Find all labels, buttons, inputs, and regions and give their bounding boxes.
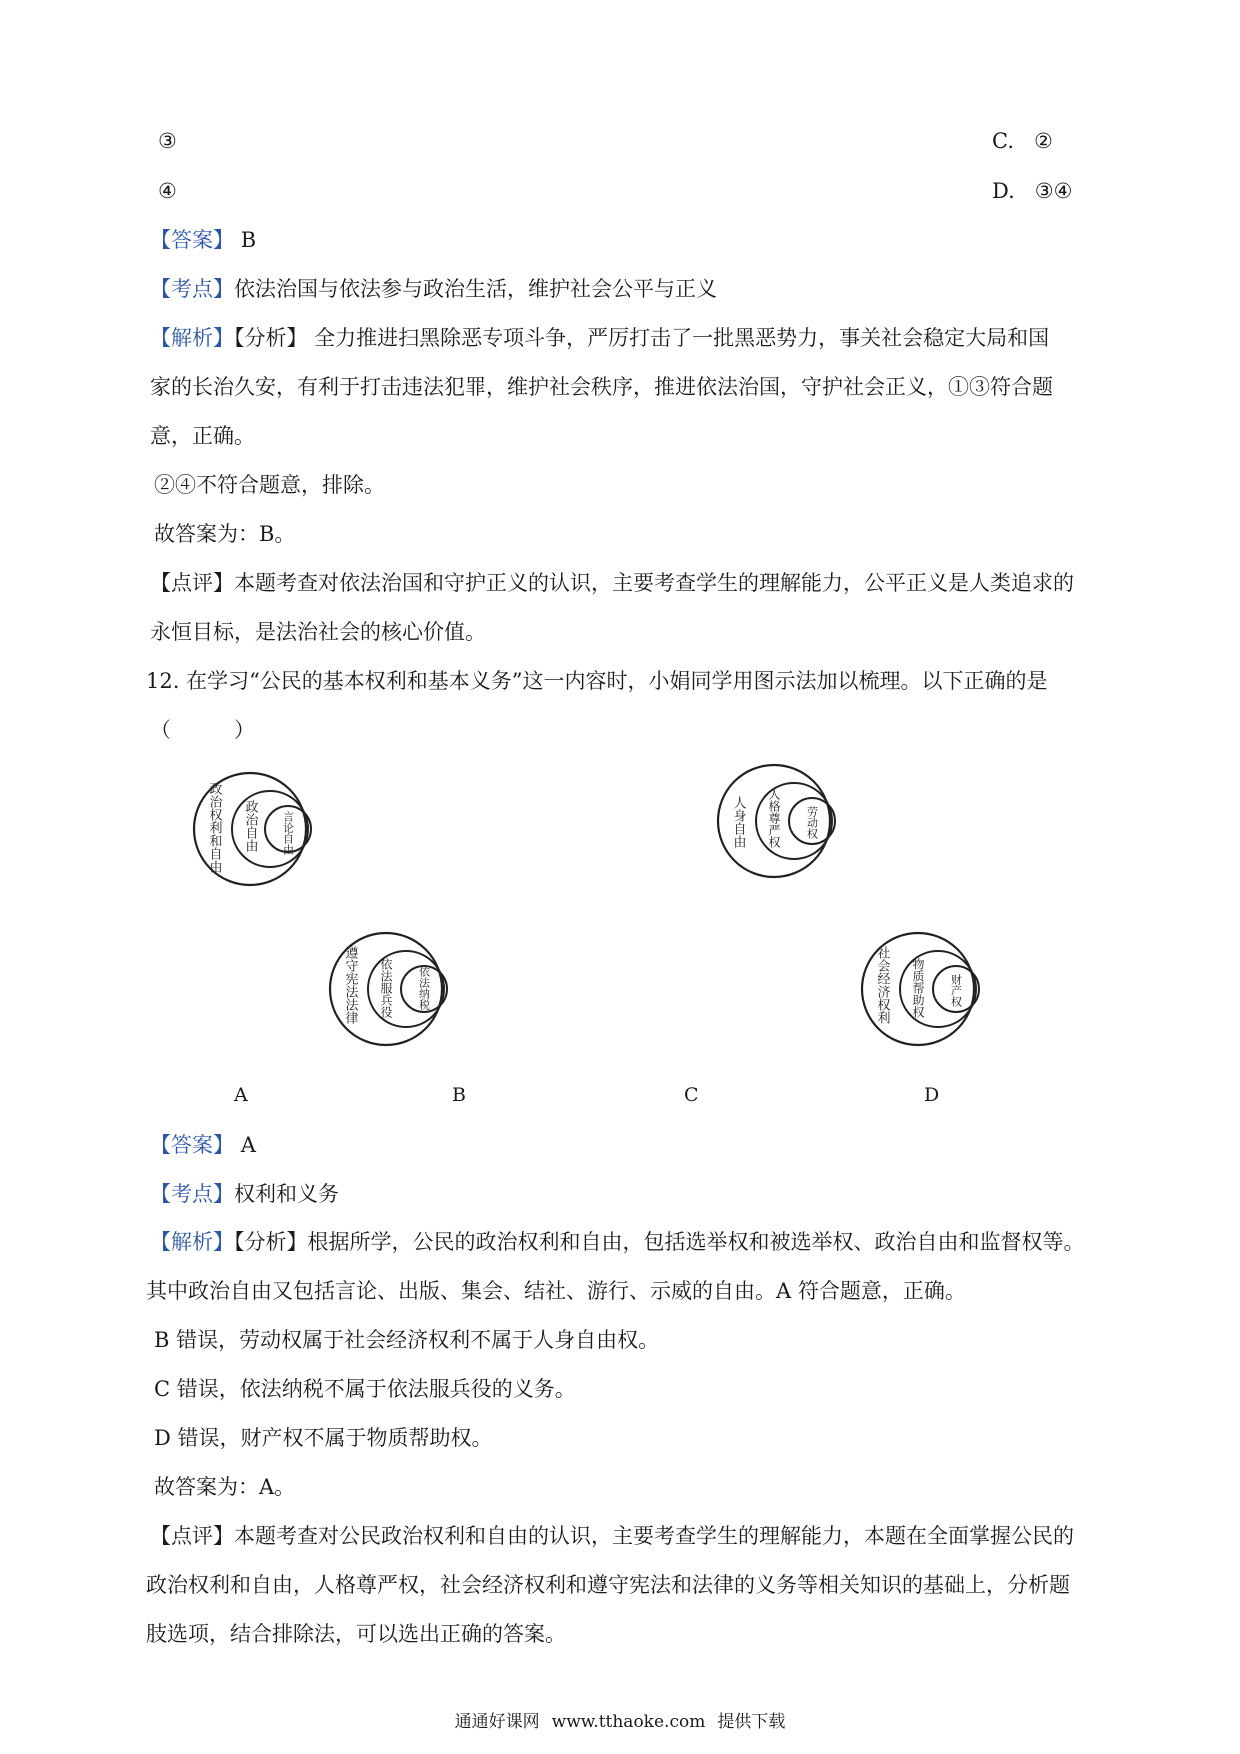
figure-b-middle-label: 人格尊严权 <box>767 788 781 848</box>
option-left-3: ③ <box>158 129 177 153</box>
comment-12-line-2: 政治权利和自由，人格尊严权，社会经济权利和遵守宪法和法律的义务等相关知识的基础上，分析题 <box>146 1573 1070 1597</box>
analysis-12-line-6: 故答案为：A。 <box>154 1475 296 1499</box>
figure-a-outer-label: 政治权利和自由 <box>206 782 222 873</box>
analysis-line-2: 家的长治久安，有利于打击违法犯罪，维护社会秩序，推进依法治国，守护社会正义，①③符合题 <box>150 375 1053 399</box>
option-d <box>992 177 1072 205</box>
comment-line-2: 永恒目标，是法治社会的核心价值。 <box>150 620 486 644</box>
option-letter: D. <box>992 179 1015 203</box>
comment-line-1: 【点评】本题考查对依法治国和守护正义的认识，主要考查学生的理解能力，公平正义是人类追求的 <box>150 571 1074 595</box>
analysis-12-line-5: D 错误，财产权不属于物质帮助权。 <box>154 1426 493 1450</box>
option-letter: C. <box>992 129 1014 153</box>
question-stem-1: 12. 在学习“公民的基本权利和基本义务”这一内容时，小娟同学用图示法加以梳理。以下正确的是 <box>146 669 1048 693</box>
page-footer <box>0 1707 1240 1732</box>
option-value: ③④ <box>1034 179 1073 203</box>
figure-b-outer-label: 人身自由 <box>730 796 746 848</box>
figure-c <box>320 922 480 1058</box>
topic-value: 依法治国与依法参与政治生活，维护社会公平与正义 <box>234 277 717 301</box>
answer-label: 【答案】 <box>150 1133 234 1157</box>
analysis-12-line-1 <box>150 1228 1085 1256</box>
topic-line <box>150 275 717 303</box>
figure-c-inner-label: 依法纳税 <box>417 966 431 1010</box>
footer-suffix: 提供下载 <box>717 1712 786 1732</box>
answer-label: 【答案】 <box>150 228 234 252</box>
analysis-12-line-2: 其中政治自由又包括言论、出版、集会、结社、游行、示威的自由。A 符合题意，正确。 <box>146 1279 966 1303</box>
analysis-12-line-4: C 错误，依法纳税不属于依法服兵役的义务。 <box>154 1377 576 1401</box>
analysis-label: 【解析】 <box>150 326 234 350</box>
comment-12-line-3: 肢选项，结合排除法，可以选出正确的答案。 <box>146 1622 566 1646</box>
analysis-line-5: 故答案为：B。 <box>154 522 296 546</box>
topic-label: 【考点】 <box>150 277 234 301</box>
option-left-4: ④ <box>158 179 177 203</box>
answer-line-12 <box>150 1131 256 1159</box>
figure-a-middle-label: 政治自由 <box>242 800 258 852</box>
topic-line-12 <box>150 1180 339 1208</box>
caption-b: B <box>452 1084 466 1106</box>
answer-value: B <box>240 228 257 252</box>
analysis-line-3: 意，正确。 <box>150 424 255 448</box>
analysis-text: 【分析】 全力推进扫黑除恶专项斗争，严厉打击了一批黑恶势力，事关社会稳定大局和国 <box>234 326 1050 350</box>
figure-d-middle-label: 物质帮助权 <box>911 958 925 1018</box>
answer-value: A <box>240 1133 256 1157</box>
caption-c: C <box>684 1084 699 1106</box>
footer-site-name: 通通好课网 <box>454 1712 540 1732</box>
caption-d: D <box>924 1084 940 1106</box>
analysis-line-4: ②④不符合题意，排除。 <box>154 473 385 497</box>
figure-d <box>852 922 1012 1058</box>
footer-url[interactable]: www.tthaoke.com <box>551 1712 706 1732</box>
caption-a: A <box>234 1084 248 1106</box>
option-c <box>992 127 1053 155</box>
figure-b-inner-label: 劳动权 <box>805 806 819 839</box>
figure-c-outer-label: 遵守宪法法律 <box>342 946 358 1024</box>
figure-d-inner-label: 财产权 <box>949 974 963 1007</box>
figure-a <box>184 762 344 898</box>
analysis-text: 【分析】根据所学，公民的政治权利和自由，包括选举权和被选举权、政治自由和监督权等。 <box>234 1230 1085 1254</box>
answer-line <box>150 226 256 254</box>
figure-c-middle-label: 依法服兵役 <box>379 958 393 1018</box>
option-value: ② <box>1034 129 1053 153</box>
topic-label: 【考点】 <box>150 1182 234 1206</box>
figure-d-outer-label: 社会经济权利 <box>874 946 890 1024</box>
analysis-12-line-3: B 错误，劳动权属于社会经济权利不属于人身自由权。 <box>154 1328 660 1352</box>
comment-12-line-1: 【点评】本题考查对公民政治权利和自由的认识，主要考查学生的理解能力，本题在全面掌握公民的 <box>150 1524 1074 1548</box>
question-stem-2: （ ） <box>150 718 255 742</box>
figure-a-inner-label: 言论自由 <box>281 811 295 855</box>
analysis-line-1 <box>150 324 1049 352</box>
figure-b <box>708 754 868 890</box>
analysis-label: 【解析】 <box>150 1230 234 1254</box>
topic-value: 权利和义务 <box>234 1182 339 1206</box>
